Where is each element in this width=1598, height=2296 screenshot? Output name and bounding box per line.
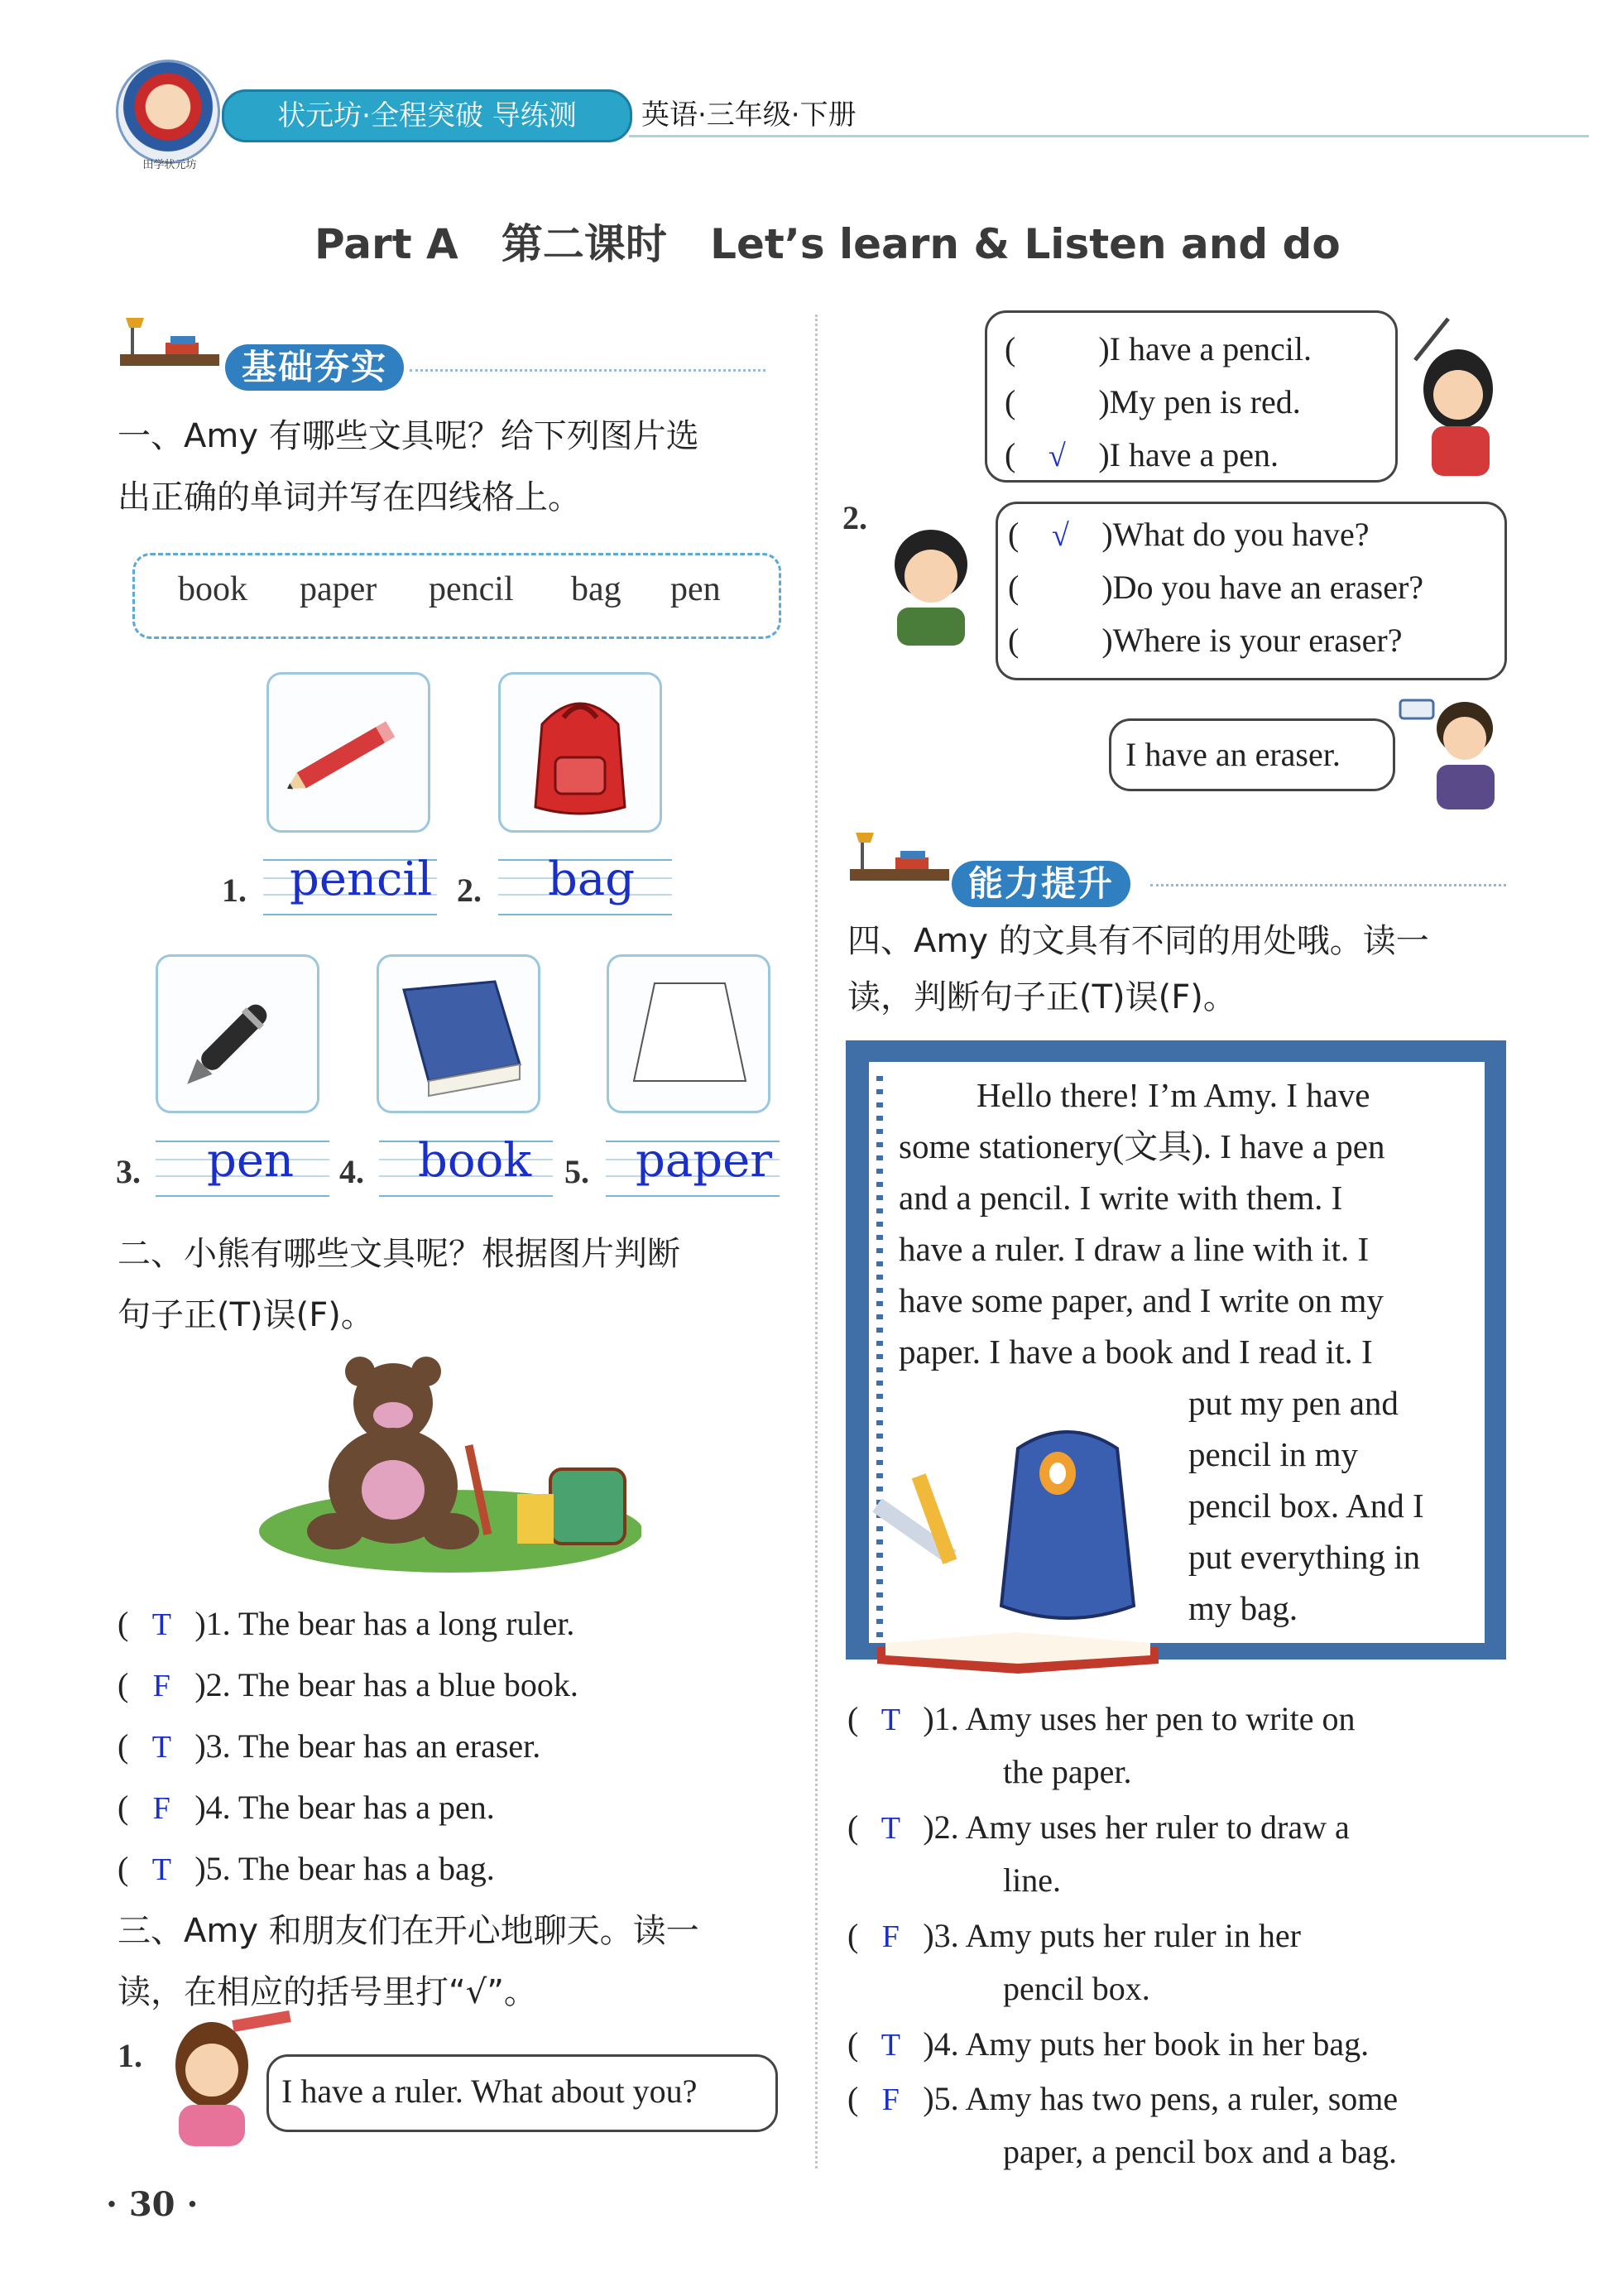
answer-mark: F: [152, 1669, 170, 1703]
banner-dotted-line: [410, 369, 765, 372]
option-text: )What do you have?: [1101, 516, 1370, 553]
q3-prompt-line1: 三、Amy 和朋友们在开心地聊天。读一: [118, 1912, 699, 1950]
q4-item4: ( T )4. Amy puts her book in her bag.: [847, 2025, 1370, 2063]
book-icon: [379, 957, 538, 1111]
q1-item5-answer: paper: [636, 1134, 772, 1188]
passage-line: and a pencil. I write with them. I: [899, 1179, 1343, 1217]
q2-item-text: )1. The bear has a long ruler.: [194, 1605, 575, 1642]
option-text: )My pen is red.: [1098, 383, 1301, 420]
q1-item5-number: 5.: [564, 1153, 589, 1190]
q1-item4-number: 4.: [339, 1153, 364, 1190]
word-bank-paper: paper: [300, 570, 377, 608]
q4-item2-cont: line.: [1003, 1861, 1061, 1899]
q4-prompt-line1: 四、Amy 的文具有不同的用处哦。读一: [847, 922, 1429, 960]
option-text: )Do you have an eraser?: [1101, 569, 1424, 606]
page-number: · 30 ·: [106, 2185, 199, 2224]
paper-picture: [607, 954, 770, 1113]
pen-picture: [156, 954, 319, 1113]
q1-item2-number: 2.: [457, 872, 482, 909]
stationery-bag-illustration: [852, 1415, 1183, 1688]
q3-d1-option3: ( √ )I have a pen.: [1005, 436, 1279, 473]
q2-item-text: )2. The bear has a blue book.: [194, 1666, 578, 1703]
publisher-logo: [116, 60, 220, 164]
option-text: )I have a pencil.: [1098, 330, 1312, 367]
q2-prompt-line2: 句子正(T)误(F)。: [118, 1296, 374, 1334]
series-title: 状元坊·全程突破 导练测: [222, 89, 632, 142]
word-bank-pencil: pencil: [429, 570, 514, 608]
q3-d1-option2: ( )My pen is red.: [1005, 383, 1301, 420]
q1-item3-number: 3.: [116, 1153, 141, 1190]
q3-dialog1-number: 1.: [118, 2037, 142, 2074]
q1-item1-number: 1.: [222, 872, 247, 909]
q1-prompt-line1: 一、Amy 有哪些文具呢？给下列图片选: [118, 417, 699, 455]
passage-line: pencil box. And I: [1188, 1487, 1424, 1525]
paper-icon: [609, 957, 768, 1111]
bag-picture: [498, 672, 662, 833]
answer-mark: T: [151, 1607, 171, 1642]
bear-with-stationery-illustration: [252, 1353, 641, 1585]
fountain-pen-icon: [158, 957, 317, 1111]
q3-dialog2-number: 2.: [842, 499, 867, 536]
passage-line: Hello there! I’m Amy. I have: [977, 1076, 1370, 1114]
answer-mark: F: [881, 1919, 900, 1954]
q2-prompt-line1: 二、小熊有哪些文具呢？根据图片判断: [118, 1235, 680, 1273]
pencil-icon: [269, 675, 428, 830]
pencil-picture: [266, 672, 430, 833]
passage-line: pencil in my: [1188, 1435, 1358, 1473]
q2-item2: ( F )2. The bear has a blue book.: [118, 1666, 578, 1703]
desk-lamp-icon: [116, 313, 223, 371]
boy-illustration: [877, 521, 985, 646]
q1-prompt-line2: 出正确的单词并写在四线格上。: [118, 478, 581, 516]
logo-caption: 田学状元坊: [142, 159, 197, 171]
answer-mark: F: [152, 1791, 170, 1826]
option-text: )Where is your eraser?: [1101, 622, 1403, 659]
header-divider: [629, 135, 1589, 137]
word-bank-bag: bag: [571, 570, 621, 608]
subject-title: 英语·三年级·下册: [641, 98, 857, 132]
q3-d2-option2: ( )Do you have an eraser?: [1008, 569, 1424, 606]
q2-item4: ( F )4. The bear has a pen.: [118, 1789, 495, 1826]
q2-item5: ( T )5. The bear has a bag.: [118, 1850, 495, 1887]
backpack-icon: [501, 675, 660, 830]
section-banner-basic: 基础夯实: [225, 344, 404, 391]
q4-item3-cont: pencil box.: [1003, 1970, 1150, 2007]
girl-with-pen-illustration: [1399, 310, 1506, 480]
boy-with-eraser-illustration: [1399, 695, 1506, 811]
column-divider: [815, 315, 818, 2169]
q1-item2-answer: bag: [548, 853, 636, 906]
passage-line: put my pen and: [1188, 1384, 1399, 1422]
passage-line: put everything in: [1188, 1538, 1421, 1576]
q1-item3-answer: pen: [207, 1134, 295, 1188]
q3-d2-option3: ( )Where is your eraser?: [1008, 622, 1403, 659]
lesson-title: Part A 第二课时 Let’s learn & Listen and do: [314, 220, 1341, 268]
q1-item4-answer: book: [418, 1134, 532, 1188]
answer-mark: T: [151, 1852, 171, 1887]
option-text: )I have a pen.: [1098, 436, 1279, 473]
answer-mark: T: [881, 1703, 900, 1737]
q4-item2: ( T )2. Amy uses her ruler to draw a: [847, 1808, 1350, 1846]
q4-item3: ( F )3. Amy puts her ruler in her: [847, 1917, 1301, 1954]
q2-item3: ( T )3. The bear has an eraser.: [118, 1727, 541, 1765]
q3-d2-option1: ( √ )What do you have?: [1008, 516, 1370, 553]
q2-item-text: )4. The bear has a pen.: [194, 1789, 495, 1826]
q4-item1-cont: the paper.: [1003, 1753, 1132, 1790]
section-banner-advance: 能力提升: [952, 861, 1130, 907]
desk-lamp-icon: [846, 828, 953, 886]
answer-mark: T: [881, 1811, 900, 1846]
passage-line: some stationery(文具). I have a pen: [899, 1127, 1385, 1165]
q2-item-text: )3. The bear has an eraser.: [194, 1727, 541, 1765]
book-picture: [377, 954, 540, 1113]
statement-text: )4. Amy puts her book in her bag.: [923, 2025, 1370, 2063]
q4-prompt-line2: 读，判断句子正(T)误(F)。: [847, 978, 1236, 1016]
banner-dotted-line: [1150, 884, 1506, 886]
q3-prompt-line2: 读，在相应的括号里打“√”。: [118, 1973, 537, 2011]
q3-d2-reply: I have an eraser.: [1125, 736, 1341, 773]
q2-item1: ( T )1. The bear has a long ruler.: [118, 1605, 575, 1642]
statement-text: )1. Amy uses her pen to write on: [923, 1700, 1356, 1737]
word-bank-book: book: [178, 570, 247, 608]
passage-line: paper. I have a book and I read it. I: [899, 1333, 1373, 1371]
check-mark: √: [1051, 518, 1069, 553]
q2-item-text: )5. The bear has a bag.: [194, 1850, 495, 1887]
answer-mark: T: [881, 2028, 900, 2063]
passage-line: my bag.: [1188, 1589, 1298, 1627]
q4-item5-cont: paper, a pencil box and a bag.: [1003, 2133, 1397, 2170]
statement-text: )3. Amy puts her ruler in her: [923, 1917, 1301, 1954]
q4-item5: ( F )5. Amy has two pens, a ruler, some: [847, 2080, 1399, 2117]
statement-text: )2. Amy uses her ruler to draw a: [923, 1808, 1350, 1846]
statement-text: )5. Amy has two pens, a ruler, some: [923, 2080, 1399, 2117]
q3-d1-option1: ( )I have a pencil.: [1005, 330, 1312, 367]
passage-line: have a ruler. I draw a line with it. I: [899, 1230, 1370, 1268]
q3-dialog1-question: I have a ruler. What about you?: [281, 2073, 698, 2110]
answer-mark: F: [881, 2082, 900, 2117]
q1-item1-answer: pencil: [290, 853, 433, 906]
check-mark: √: [1048, 439, 1066, 473]
word-bank-pen: pen: [670, 570, 721, 608]
q4-item1: ( T )1. Amy uses her pen to write on: [847, 1700, 1356, 1737]
passage-line: have some paper, and I write on my: [899, 1281, 1384, 1319]
answer-mark: T: [151, 1730, 171, 1765]
